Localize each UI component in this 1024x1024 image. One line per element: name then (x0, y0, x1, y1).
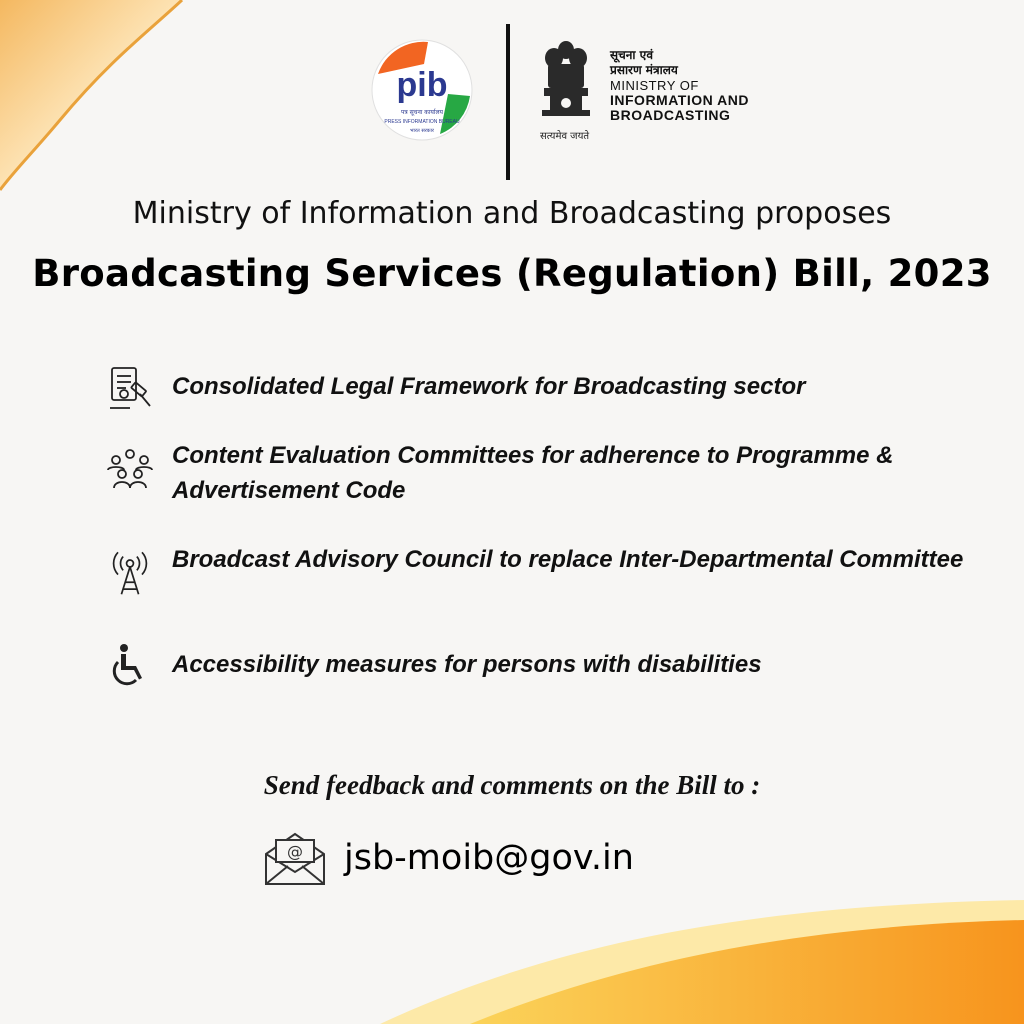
pib-logo-icon (368, 34, 476, 154)
key-point-text: Consolidated Legal Framework for Broadcasting sector (172, 373, 806, 400)
legal-document-icon (106, 364, 154, 412)
svg-text:@: @ (287, 842, 303, 861)
pib-english-text: PRESS INFORMATION BUREAU (384, 119, 460, 125)
pib-hindi-text: पत्र सूचना कार्यालय (400, 109, 444, 116)
logo-divider (506, 24, 510, 180)
header-logos (368, 24, 788, 184)
key-point-text: Broadcast Advisory Council to replace Inter-Departmental Committee (172, 546, 964, 573)
key-point-text: Content Evaluation Committees for adherence to Programme & Advertisement Code (172, 442, 894, 504)
committee-group-icon (106, 444, 154, 492)
broadcast-tower-icon (106, 548, 154, 596)
ministry-hindi-line2: प्रसारण मंत्रालय (610, 63, 678, 77)
ministry-name-block (610, 48, 749, 123)
page-curl-decoration (0, 0, 200, 200)
email-address-link[interactable]: jsb-moib@gov.in (344, 838, 634, 878)
email-envelope-icon (262, 832, 328, 888)
ministry-english-line2: INFORMATION AND (610, 92, 749, 108)
national-emblem-icon (538, 36, 594, 124)
ministry-english-line3: BROADCASTING (610, 107, 731, 123)
email-contact (262, 832, 762, 892)
page-title: Broadcasting Services (Regulation) Bill, 2023 (32, 252, 992, 295)
page-subtitle: Ministry of Information and Broadcasting proposes (132, 196, 892, 231)
key-point-text: Accessibility measures for persons with disabilities (172, 651, 762, 678)
wheelchair-icon (106, 642, 154, 690)
emblem-motto: सत्यमेव जयते (540, 131, 590, 142)
pib-hindi-small-text: भारत सरकार (410, 128, 434, 134)
feedback-label: Send feedback and comments on the Bill to : (263, 770, 761, 800)
pib-logo-text: pib (396, 66, 448, 104)
ministry-english-line1: MINISTRY OF (610, 78, 699, 93)
ministry-hindi-line1: सूचना एवं (610, 48, 653, 62)
